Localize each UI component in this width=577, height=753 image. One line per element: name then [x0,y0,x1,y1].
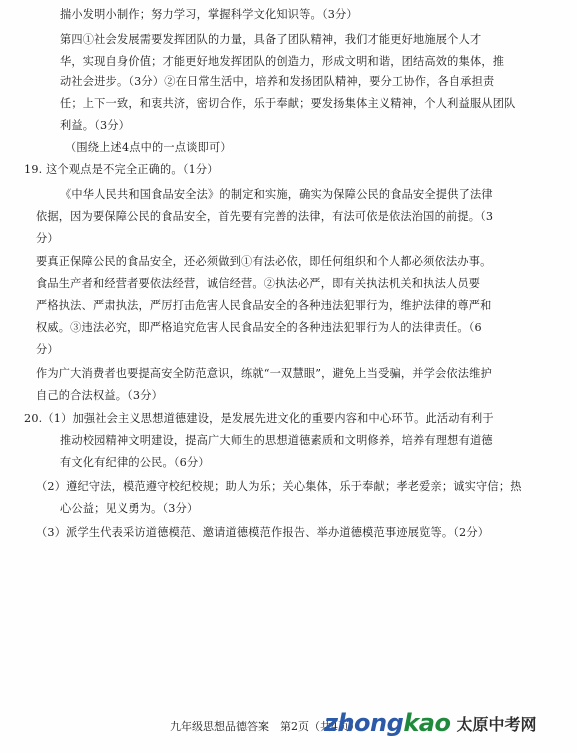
text-line: 食品生产者和经营者要依法经营，诚信经营。②执法必严，即有关执法机关和执法人员要 [36,277,481,290]
text-line: 自己的合法权益。（3分） [36,389,163,402]
watermark-logo [324,708,536,738]
text-line: （围绕上述4点中的一点谈即可） [65,141,232,154]
text-line: 要真正保障公民的食品安全，还必须做到①有法必依，即任何组织和个人都必须依法办事。 [36,255,492,268]
text-line: 权威。③违法必究，即严格追究危害人民食品安全的各种违法犯罪行为人的法律责任。（6 [36,321,482,334]
text-line: 作为广大消费者也要提高安全防范意识，练就“一双慧眼”，避免上当受骗，并学会依法维护 [36,367,492,380]
text-line: 华，实现自身价值；才能更好地发挥团队的创造力，形成文明和谐，团结高效的集体，推 [60,55,505,68]
text-line: 有文化有纪律的公民。（6分） [60,456,210,469]
text-line: 利益。（3分） [60,119,131,132]
text-line: 心公益；见义勇为。（3分） [60,502,199,515]
text-line: 第四①社会发展需要发挥团队的力量，具备了团队精神，我们才能更好地施展个人才 [60,33,482,46]
page-footer: 九年级思想品德答案 第2页（共4页） [170,720,360,733]
text-line: 动社会进步。（3分）②在日常生活中，培养和发扬团队精神，要分工协作，各自承担责 [60,75,495,88]
watermark-site-name: 太原中考网 [456,714,537,734]
text-line: 分） [36,343,59,356]
question-20-heading: 20.（1）加强社会主义思想道德建设，是发展先进文化的重要内容和中心环节。此活动有利于 [24,412,494,425]
text-line: 推动校园精神文明建设，提高广大师生的思想道德素质和文明修养，培养有理想有道德 [60,434,493,447]
text-line: 分） [36,232,59,245]
text-line: 《中华人民共和国食品安全法》的制定和实施，确实为保障公民的食品安全提供了法律 [60,188,493,201]
text-line: 依据，因为要保障公民的食品安全，首先要有完善的法律，有法可依是依法治国的前提。（3 [36,210,494,223]
question-19-heading: 19. 这个观点是不完全正确的。（1分） [24,163,219,176]
text-line: 任；上下一致，和衷共济，密切合作，乐于奉献；要发扬集体主义精神，个人利益服从团队 [60,97,516,110]
text-line: 揣小发明小制作；努力学习，掌握科学文化知识等。（3分） [60,8,358,21]
watermark-logo-text: zhongkao [324,709,451,737]
text-line: （2）遵纪守法，模范遵守校纪校规；助人为乐；关心集体，乐于奉献；孝老爱亲；诚实守信；热 [36,480,522,493]
text-line: 严格执法、严肃执法，严厉打击危害人民食品安全的各种违法犯罪行为，维护法律的尊严和 [36,299,492,312]
text-line: （3）派学生代表采访道德模范、邀请道德模范作报告、举办道德模范事迹展览等。（2分） [36,526,490,539]
